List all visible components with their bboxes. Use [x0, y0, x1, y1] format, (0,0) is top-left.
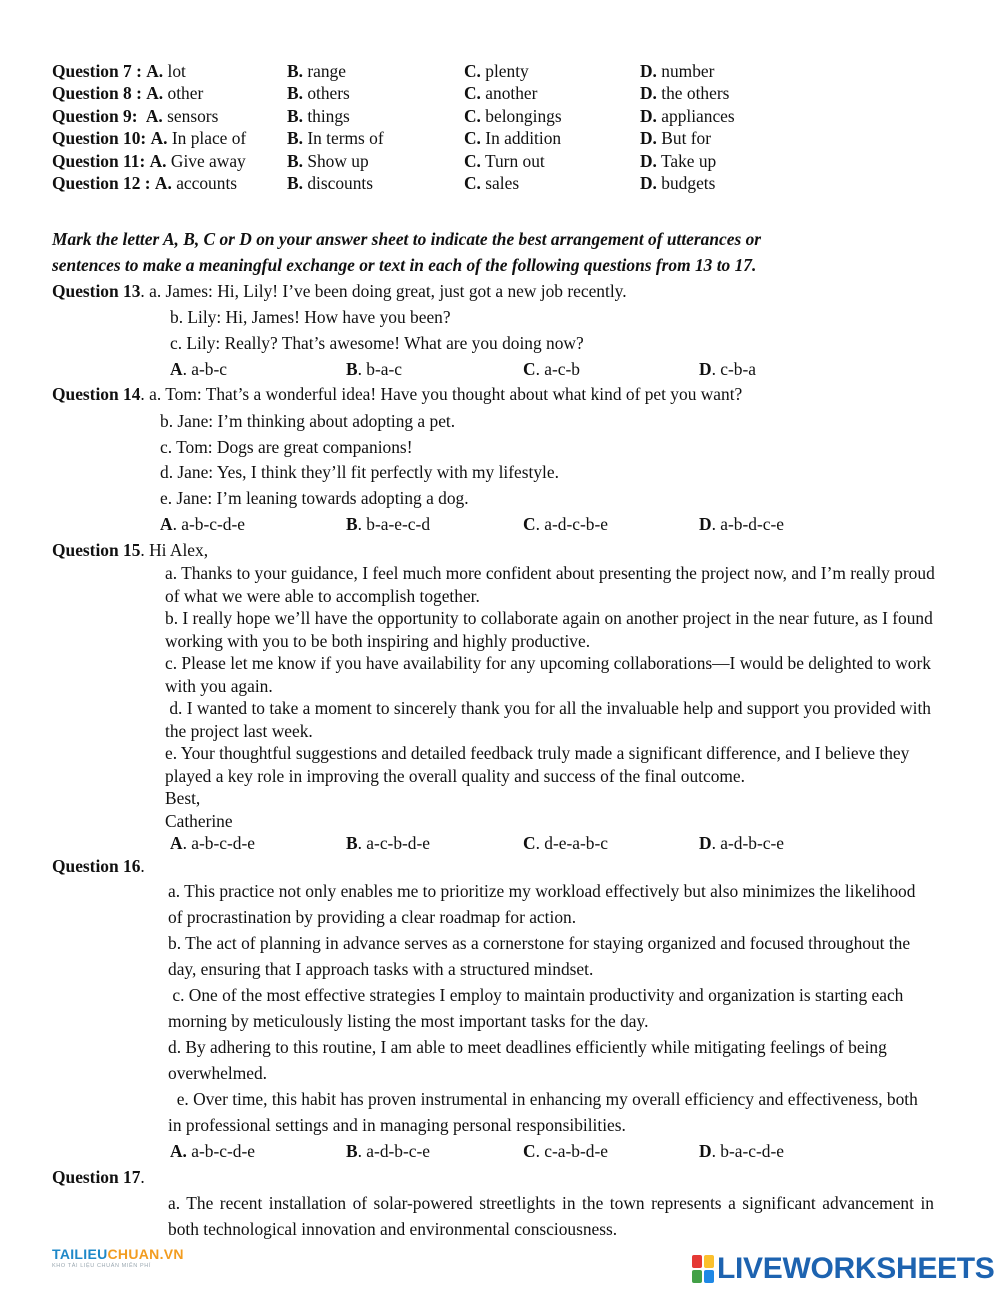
- option-letter: B: [346, 833, 358, 853]
- question-7-row: [52, 60, 186, 82]
- paragraph-b: b. I really hope we’ll have the opportunity to collaborate again on another project in the near future, as I found working with you to be both inspiring and highly productive.: [165, 608, 933, 651]
- option-letter: D: [699, 514, 712, 534]
- brand-right: CHUAN.VN: [107, 1246, 184, 1262]
- option-a: lot: [167, 61, 186, 81]
- option-a: In place of: [171, 128, 247, 148]
- option-b-cell: [287, 105, 350, 127]
- option-c: another: [485, 83, 538, 103]
- option-c: sales: [485, 173, 520, 193]
- answer-option-c: [523, 358, 580, 380]
- option-b-cell: [287, 150, 369, 172]
- option-letter: B.: [287, 106, 303, 126]
- letter-closing: Best,: [165, 788, 201, 808]
- option-a: other: [167, 83, 204, 103]
- option-letter: C.: [464, 83, 481, 103]
- option-d-cell: [640, 105, 735, 127]
- liveworksheets-badge-icon: [692, 1255, 714, 1283]
- answer-option-b: [346, 832, 430, 854]
- answer-option-c: [523, 513, 608, 535]
- question-label: Question 14: [52, 384, 141, 404]
- option-c-cell: [464, 105, 562, 127]
- option-letter: D: [699, 359, 712, 379]
- utterance-c: c. Lily: Really? That’s awesome! What are you doing now?: [170, 333, 584, 353]
- option-b-cell: [287, 172, 373, 194]
- option-letter: B.: [287, 83, 303, 103]
- option-c-cell: [464, 150, 545, 172]
- option-letter: B: [346, 514, 358, 534]
- tailieuchuan-brand: [52, 1246, 184, 1262]
- option-text: . a-c-b-d-e: [357, 833, 431, 853]
- answer-option-b: [346, 513, 430, 535]
- option-letter: A.: [154, 173, 172, 193]
- option-d: But for: [661, 128, 712, 148]
- option-b: In terms of: [307, 128, 384, 148]
- option-d: number: [661, 61, 715, 81]
- answer-option-a: [170, 1140, 255, 1162]
- option-d-cell: [640, 172, 715, 194]
- utterance-d: d. Jane: Yes, I think they’ll fit perfectly with my lifestyle.: [160, 462, 559, 482]
- question-16: [52, 855, 145, 877]
- option-letter: D: [699, 833, 712, 853]
- option-letter: A.: [150, 128, 168, 148]
- option-d-cell: [640, 150, 716, 172]
- answer-option-a: [160, 513, 245, 535]
- option-c: belongings: [485, 106, 562, 126]
- question-label: Question 7 :: [52, 61, 142, 81]
- option-letter: A: [170, 833, 183, 853]
- option-d-cell: [640, 127, 711, 149]
- option-text: . b-a-e-c-d: [357, 514, 431, 534]
- tailieuchuan-logo: [52, 1246, 184, 1269]
- option-letter: D.: [640, 106, 657, 126]
- option-text: . c-b-a: [711, 359, 756, 379]
- question-label: Question 13: [52, 281, 141, 301]
- option-text: . a-b-d-c-e: [711, 514, 784, 534]
- label-dot: .: [140, 856, 145, 876]
- label-dot: .: [140, 1167, 145, 1187]
- option-letter: B.: [287, 61, 303, 81]
- option-letter: D: [699, 1141, 712, 1161]
- option-letter: D.: [640, 83, 657, 103]
- option-text: . a-b-c-d-e: [182, 833, 255, 853]
- option-letter: D.: [640, 128, 657, 148]
- option-letter: B.: [287, 173, 303, 193]
- paragraph-d: d. I wanted to take a moment to sincerely thank you for all the invaluable help and support you provided with the project last week.: [165, 698, 936, 741]
- utterance-e: e. Jane: I’m leaning towards adopting a dog.: [160, 488, 469, 508]
- instruction-line-1: Mark the letter A, B, C or D on your answer sheet to indicate the best arrangement of utterances or: [52, 229, 762, 249]
- question-label: Question 15: [52, 540, 141, 560]
- option-d: budgets: [661, 173, 716, 193]
- option-b: range: [307, 61, 346, 81]
- option-letter: C: [523, 514, 536, 534]
- option-a: accounts: [176, 173, 238, 193]
- sentence-a: a. The recent installation of solar-powered streetlights in the town represents a significant advancement in both technological innovation and environmental consciousness.: [168, 1193, 934, 1239]
- option-letter: A: [170, 359, 183, 379]
- utterance-c: c. Tom: Dogs are great companions!: [160, 437, 413, 457]
- paragraph-c: c. Please let me know if you have availability for any upcoming collaborations—I would be delighted to work with you again.: [165, 653, 931, 696]
- paragraph-e: e. Your thoughtful suggestions and detailed feedback truly made a significant difference, and I believe they played a key role in improving the overall quality and success of the final outcome.: [165, 743, 910, 786]
- utterance-a: . a. Tom: That’s a wonderful idea! Have you thought about what kind of pet you want?: [140, 384, 743, 404]
- utterance-a: . a. James: Hi, Lily! I’ve been doing great, just got a new job recently.: [140, 281, 627, 301]
- brand-left: TAILIEU: [52, 1246, 108, 1262]
- utterance-b: b. Lily: Hi, James! How have you been?: [170, 307, 451, 327]
- option-letter: B: [346, 1141, 358, 1161]
- answer-option-a: [170, 832, 255, 854]
- question-label: Question 16: [52, 856, 141, 876]
- question-13: [52, 280, 627, 302]
- question-17: [52, 1166, 145, 1188]
- option-text: . a-b-c-d-e: [172, 514, 245, 534]
- liveworksheets-logo: [692, 1254, 995, 1284]
- option-text: . a-b-c: [182, 359, 227, 379]
- answer-option-d: [699, 358, 756, 380]
- question-12-row: [52, 172, 237, 194]
- option-c-cell: [464, 172, 519, 194]
- option-text: . a-d-b-c-e: [711, 833, 784, 853]
- tailieuchuan-tagline: KHO TÀI LIỆU CHUẨN MIỄN PHÍ: [52, 1263, 151, 1269]
- option-c: In addition: [485, 128, 562, 148]
- option-letter: A.: [149, 151, 167, 171]
- question-8-row: [52, 82, 203, 104]
- option-c: plenty: [485, 61, 529, 81]
- option-a: sensors: [167, 106, 219, 126]
- option-letter: D.: [640, 173, 657, 193]
- option-text: . b-a-c-d-e: [711, 1141, 784, 1161]
- question-label: Question 11:: [52, 151, 146, 171]
- option-d-cell: [640, 60, 714, 82]
- answer-option-c: [523, 1140, 608, 1162]
- option-b: things: [307, 106, 350, 126]
- option-b-cell: [287, 82, 350, 104]
- option-letter: B: [346, 359, 358, 379]
- option-b: Show up: [307, 151, 369, 171]
- question-label: Question 12 :: [52, 173, 151, 193]
- option-c-cell: [464, 60, 529, 82]
- liveworksheets-wordmark: LIVEWORKSHEETS: [717, 1252, 995, 1285]
- option-letter: D.: [640, 61, 657, 81]
- option-letter: C: [523, 1141, 536, 1161]
- option-text: . c-a-b-d-e: [535, 1141, 608, 1161]
- option-letter: B.: [287, 128, 303, 148]
- sentence-a: a. This practice not only enables me to prioritize my workload effectively but also minimizes the likelihood of procrastination by providing a clear roadmap for action.: [168, 881, 916, 927]
- option-letter: A.: [170, 1141, 187, 1161]
- option-letter: D.: [640, 151, 657, 171]
- utterance-b: b. Jane: I’m thinking about adopting a pet.: [160, 411, 456, 431]
- letter-greeting: . Hi Alex,: [140, 540, 209, 560]
- sentence-d: d. By adhering to this routine, I am able to meet deadlines efficiently while mitigating feelings of being overwhelmed.: [168, 1037, 887, 1083]
- option-b-cell: [287, 60, 346, 82]
- question-label: Question 17: [52, 1167, 141, 1187]
- option-text: . a-d-c-b-e: [535, 514, 608, 534]
- question-14: [52, 383, 742, 405]
- option-d: the others: [661, 83, 730, 103]
- option-text: . d-e-a-b-c: [535, 833, 608, 853]
- option-b-cell: [287, 127, 384, 149]
- option-d: appliances: [661, 106, 735, 126]
- answer-option-c: [523, 832, 608, 854]
- answer-option-b: [346, 1140, 430, 1162]
- answer-option-d: [699, 513, 784, 535]
- option-letter: C.: [464, 151, 481, 171]
- instruction-line-2: sentences to make a meaningful exchange or text in each of the following questions from 13 to 17.: [52, 255, 757, 275]
- option-b: others: [307, 83, 350, 103]
- paragraph-a: a. Thanks to your guidance, I feel much more confident about presenting the project now, and I’m really proud of what we were able to accomplish together.: [165, 563, 935, 606]
- answer-option-d: [699, 1140, 784, 1162]
- sentence-b: b. The act of planning in advance serves as a cornerstone for staying organized and focused throughout the day, ensuring that I approach tasks with a structured mindset.: [168, 933, 911, 979]
- question-15: [52, 539, 208, 561]
- option-text: a-b-c-d-e: [186, 1141, 255, 1161]
- letter-signature: Catherine: [165, 811, 233, 831]
- option-d: Take up: [660, 151, 717, 171]
- option-letter: A: [160, 514, 173, 534]
- option-c-cell: [464, 127, 561, 149]
- option-c-cell: [464, 82, 537, 104]
- answer-option-b: [346, 358, 402, 380]
- question-9-row: [52, 105, 218, 127]
- question-10-row: [52, 127, 246, 149]
- sentence-c: c. One of the most effective strategies I employ to maintain productivity and organization is starting each morning by meticulously listing the most important tasks for the day.: [168, 985, 908, 1031]
- question-label: Question 10:: [52, 128, 147, 148]
- option-letter: C.: [464, 173, 481, 193]
- option-letter: A.: [146, 83, 164, 103]
- option-a: Give away: [170, 151, 246, 171]
- option-b: discounts: [307, 173, 374, 193]
- option-text: . b-a-c: [357, 359, 403, 379]
- option-letter: A.: [146, 61, 164, 81]
- question-label: Question 9:: [52, 106, 138, 126]
- answer-option-a: [170, 358, 227, 380]
- option-c: Turn out: [484, 151, 545, 171]
- option-text: . a-c-b: [535, 359, 580, 379]
- question-label: Question 8 :: [52, 83, 142, 103]
- option-letter: A.: [145, 106, 163, 126]
- option-d-cell: [640, 82, 729, 104]
- option-letter: C: [523, 833, 536, 853]
- option-letter: C.: [464, 61, 481, 81]
- option-letter: B.: [287, 151, 303, 171]
- option-text: . a-d-b-c-e: [357, 1141, 431, 1161]
- option-letter: C: [523, 359, 536, 379]
- option-letter: C.: [464, 128, 481, 148]
- question-11-row: [52, 150, 246, 172]
- sentence-e: e. Over time, this habit has proven instrumental in enhancing my overall efficiency and effectiveness, both in professional settings and in managing personal responsibilities.: [168, 1089, 923, 1135]
- answer-option-d: [699, 832, 784, 854]
- option-letter: C.: [464, 106, 481, 126]
